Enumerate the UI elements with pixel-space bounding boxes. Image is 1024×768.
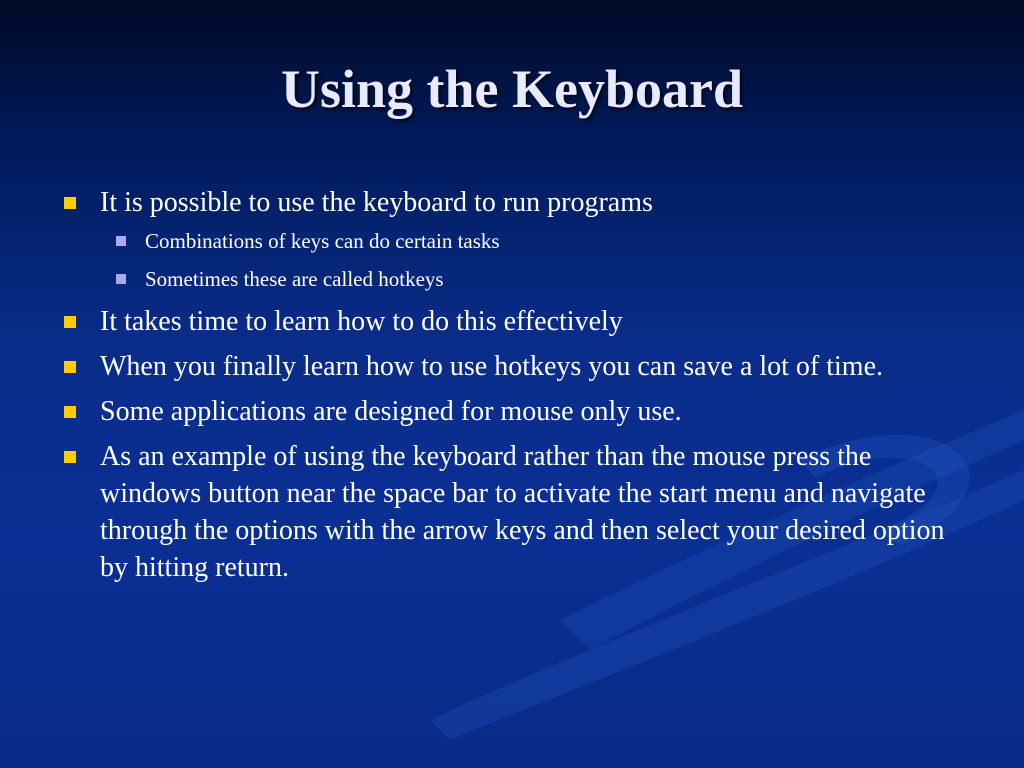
square-sub-bullet-icon xyxy=(116,236,126,246)
square-bullet-icon xyxy=(64,197,76,209)
sub-bullet-item xyxy=(60,265,965,293)
sub-bullet-item xyxy=(60,227,965,255)
bullet-item xyxy=(60,184,965,221)
square-sub-bullet-icon xyxy=(116,274,126,284)
square-bullet-icon xyxy=(64,361,76,373)
bullet-item xyxy=(60,303,965,340)
sub-bullet-text: Sometimes these are called hotkeys xyxy=(145,267,444,291)
bullet-item xyxy=(60,393,965,430)
square-bullet-icon xyxy=(64,451,76,463)
bullet-text: Some applications are designed for mouse only use. xyxy=(100,396,682,427)
bullet-item xyxy=(60,348,965,385)
bullet-text: It takes time to learn how to do this effectively xyxy=(100,306,623,337)
bullet-text: When you finally learn how to use hotkeys you can save a lot of time. xyxy=(100,351,884,382)
square-bullet-icon xyxy=(64,406,76,418)
bullet-item xyxy=(60,438,965,586)
bullet-text: As an example of using the keyboard rather than the mouse press the windows button near the space bar to activate the start menu and navigate through the options with the arrow keys and then select your desired option by hitting return. xyxy=(100,441,945,583)
slide-title: Using the Keyboard xyxy=(280,59,744,119)
bullet-text: It is possible to use the keyboard to run programs xyxy=(100,187,653,218)
square-bullet-icon xyxy=(64,316,76,328)
sub-bullet-list xyxy=(60,227,965,293)
sub-bullet-text: Combinations of keys can do certain tasks xyxy=(145,229,500,253)
bullet-list xyxy=(60,184,965,594)
